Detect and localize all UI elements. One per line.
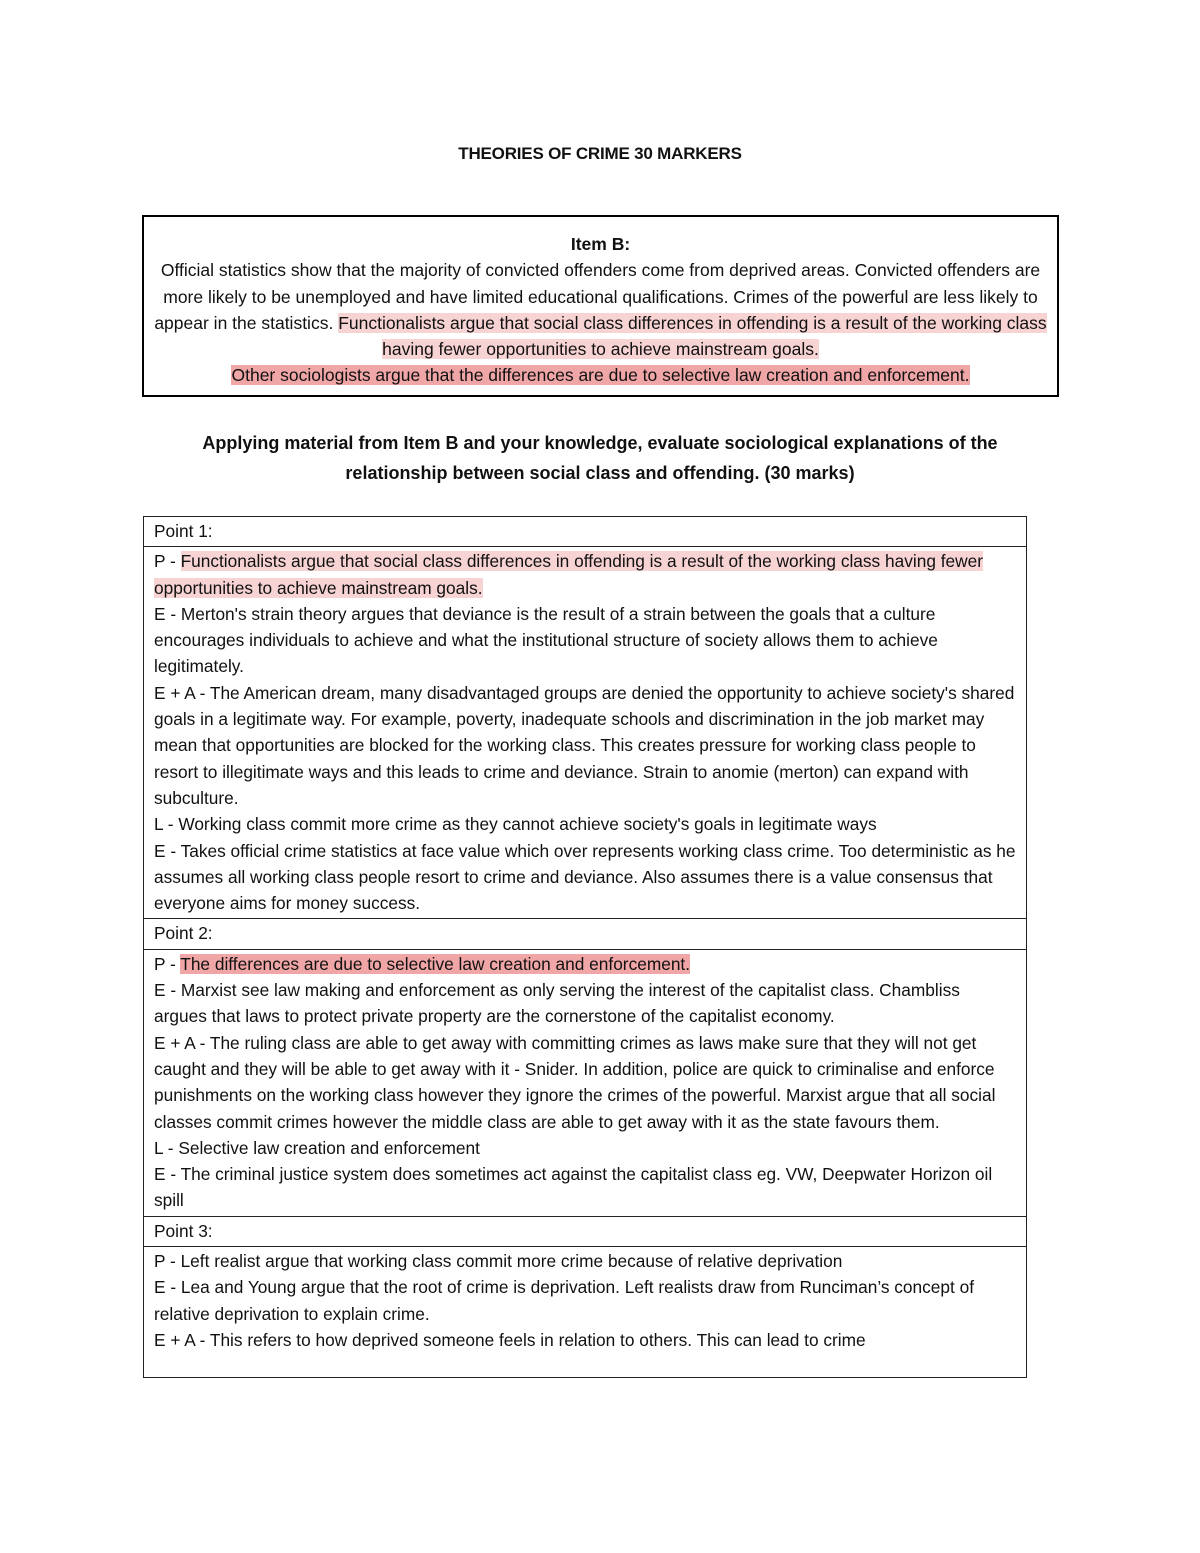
item-b-box	[142, 215, 1059, 397]
point-1-p-highlight: Functionalists argue that social class differences in offending is a result of the working class having fewer opportunities to achieve mainstream goals.	[154, 551, 983, 598]
item-b-heading: Item B:	[570, 234, 631, 254]
document-title: THEORIES OF CRIME 30 MARKERS	[458, 144, 742, 163]
point-3-line: E - Lea and Young argue that the root of crime is deprivation. Left realists draw from Runciman’s concept of relative deprivation to explain crime.	[154, 1277, 975, 1324]
point-2-line: E - Marxist see law making and enforcement as only serving the interest of the capitalist class. Chambliss argues that laws to protect private property are the cornerstone of the capitalist economy.	[154, 980, 960, 1027]
point-1-p-prefix: P -	[154, 551, 181, 572]
point-2-p-line	[154, 951, 1016, 977]
point-1-line: E - Takes official crime statistics at face value which over represents working class crime. Too deterministic as he assumes all working class people resort to crime and deviance. Also assumes there is a value consensus that everyone aims for money success.	[154, 840, 1016, 914]
point-1-line: E + A - The American dream, many disadvantaged groups are denied the opportunity to achieve society's shared goals in a legitimate way. For example, poverty, inadequate schools and discrimination in the job market may mean that opportunities are blocked for the working class. This creates pressure for working class people to resort to illegitimate ways and this leads to crime and deviance. Strain to anomie (merton) can expand with subculture.	[154, 682, 1015, 808]
point-1-p-line	[154, 548, 1016, 601]
point-3-line: E + A - This refers to how deprived someone feels in relation to others. This can lead to crime	[154, 1329, 866, 1350]
point-1-line: E - Merton's strain theory argues that deviance is the result of a strain between the goals that a culture encourages individuals to achieve and what the institutional structure of society allows them to achieve legitimately.	[154, 603, 938, 677]
point-2-line: E + A - The ruling class are able to get away with committing crimes as laws make sure that they will not get caught and they will be able to get away with it - Snider. In addition, police are quick to criminalise and enforce punishments on the working class however they ignore the crimes of the powerful. Marxist argue that all social classes commit crimes however the middle class are able to get away with it as the state favours them.	[154, 1032, 996, 1132]
point-1-line: L - Working class commit more crime as they cannot achieve society's goals in legitimate ways	[154, 814, 877, 835]
point-1-body	[144, 547, 1027, 919]
point-2-heading-row	[144, 919, 1027, 949]
item-b-text: Official statistics show that the majority of convicted offenders come from deprived areas. Convicted offenders are more likely to be unemployed and have limited educational qualifications. Crimes of the powerful are less likely to appear in the statistics.	[154, 260, 1041, 333]
point-2-line: L - Selective law creation and enforcement	[154, 1137, 480, 1158]
point-3-heading-row	[144, 1216, 1027, 1246]
point-2-body-row	[144, 949, 1027, 1216]
point-2-heading: Point 2:	[144, 919, 1027, 949]
point-2-p-prefix: P -	[154, 953, 181, 974]
point-1-body-row	[144, 547, 1027, 919]
exam-question: Applying material from Item B and your knowledge, evaluate sociological explanations of the relationship between social class and offending. (30 marks)	[202, 433, 998, 483]
point-3-line: P - Left realist argue that working class commit more crime because of relative deprivation	[154, 1251, 843, 1272]
point-3-body	[144, 1247, 1027, 1378]
item-b-content	[144, 217, 1057, 389]
point-1-heading-row	[144, 517, 1027, 547]
point-2-p-highlight: The differences are due to selective law creation and enforcement.	[180, 953, 691, 974]
point-2-line: E - The criminal justice system does sometimes act against the capitalist class eg. VW, Deepwater Horizon oil spill	[154, 1164, 993, 1211]
point-1-heading: Point 1:	[144, 517, 1027, 547]
point-2-body	[144, 949, 1027, 1216]
item-b-highlight-selective-law: Other sociologists argue that the differences are due to selective law creation and enforcement.	[231, 365, 970, 386]
point-3-body-row	[144, 1247, 1027, 1378]
points-table	[143, 516, 1027, 1378]
point-3-heading: Point 3:	[144, 1216, 1027, 1246]
item-b-highlight-functionalist: Functionalists argue that social class differences in offending is a result of the working class having fewer opportunities to achieve mainstream goals.	[338, 312, 1047, 360]
